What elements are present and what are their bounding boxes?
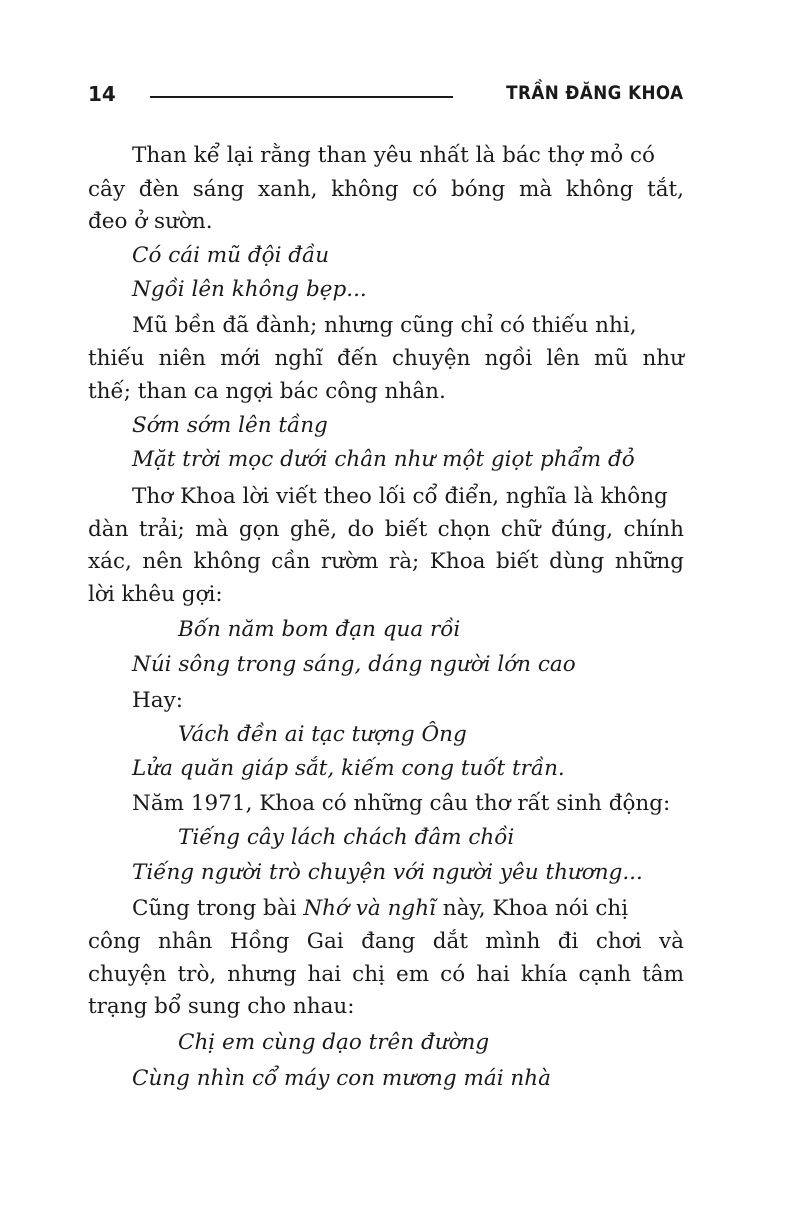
page-number: 14 xyxy=(88,82,116,106)
text-line: cây đèn sáng xanh, không có bóng mà không tắt, xyxy=(88,177,684,202)
text-line: lời khêu gợi: xyxy=(88,582,223,607)
verse-line: Núi sông trong sáng, dáng người lớn cao xyxy=(132,652,576,677)
verse-line: Mặt trời mọc dưới chân như một giọt phẩm đỏ xyxy=(132,447,635,472)
verse-line: Cùng nhìn cổ máy con mương mái nhà xyxy=(132,1066,551,1091)
text-segment: Cũng trong bài xyxy=(132,896,304,921)
verse-line: Vách đền ai tạc tượng Ông xyxy=(178,722,467,747)
text-line xyxy=(132,893,684,925)
text-line: đeo ở sườn. xyxy=(88,209,213,234)
verse-line: Chị em cùng dạo trên đường xyxy=(178,1030,490,1055)
verse-line: Sớm sớm lên tầng xyxy=(132,413,328,438)
text-line: xác, nên không cần rườm rà; Khoa biết dùng những xyxy=(88,549,684,574)
poem-title: Nhớ và nghĩ xyxy=(303,896,436,921)
text-line: thế; than ca ngợi bác công nhân. xyxy=(88,379,446,404)
verse-line: Tiếng cây lách chách đâm chồi xyxy=(178,825,515,850)
text-line: chuyện trò, nhưng hai chị em có hai khía cạnh tâm xyxy=(88,962,684,987)
text-line: Hay: xyxy=(132,688,183,713)
text-line: Năm 1971, Khoa có những câu thơ rất sinh động: xyxy=(132,791,671,816)
text-segment: này, Khoa nói chị xyxy=(435,896,629,921)
text-line: công nhân Hồng Gai đang dắt mình đi chơi và xyxy=(88,929,684,954)
text-line: trạng bổ sung cho nhau: xyxy=(88,994,355,1019)
verse-line: Ngồi lên không bẹp... xyxy=(132,277,367,302)
running-title: TRẦN ĐĂNG KHOA xyxy=(506,82,684,104)
text-line: Than kể lại rằng than yêu nhất là bác thợ mỏ có xyxy=(132,143,656,168)
verse-line: Tiếng người trò chuyện với người yêu thương... xyxy=(132,860,643,885)
header-rule xyxy=(150,96,453,98)
text-line: Mũ bền đã đành; nhưng cũng chỉ có thiếu nhi, xyxy=(132,313,637,338)
verse-line: Có cái mũ đội đầu xyxy=(132,243,330,268)
verse-line: Lửa quăn giáp sắt, kiếm cong tuốt trần. xyxy=(132,756,565,781)
text-line: dàn trải; mà gọn ghẽ, do biết chọn chữ đúng, chính xyxy=(88,517,684,542)
text-line: Thơ Khoa lời viết theo lối cổ điển, nghĩa là không xyxy=(132,484,668,509)
page-header xyxy=(0,82,800,112)
text-line: thiếu niên mới nghĩ đến chuyện ngồi lên mũ như xyxy=(88,346,684,371)
verse-line: Bốn năm bom đạn qua rồi xyxy=(178,617,461,642)
